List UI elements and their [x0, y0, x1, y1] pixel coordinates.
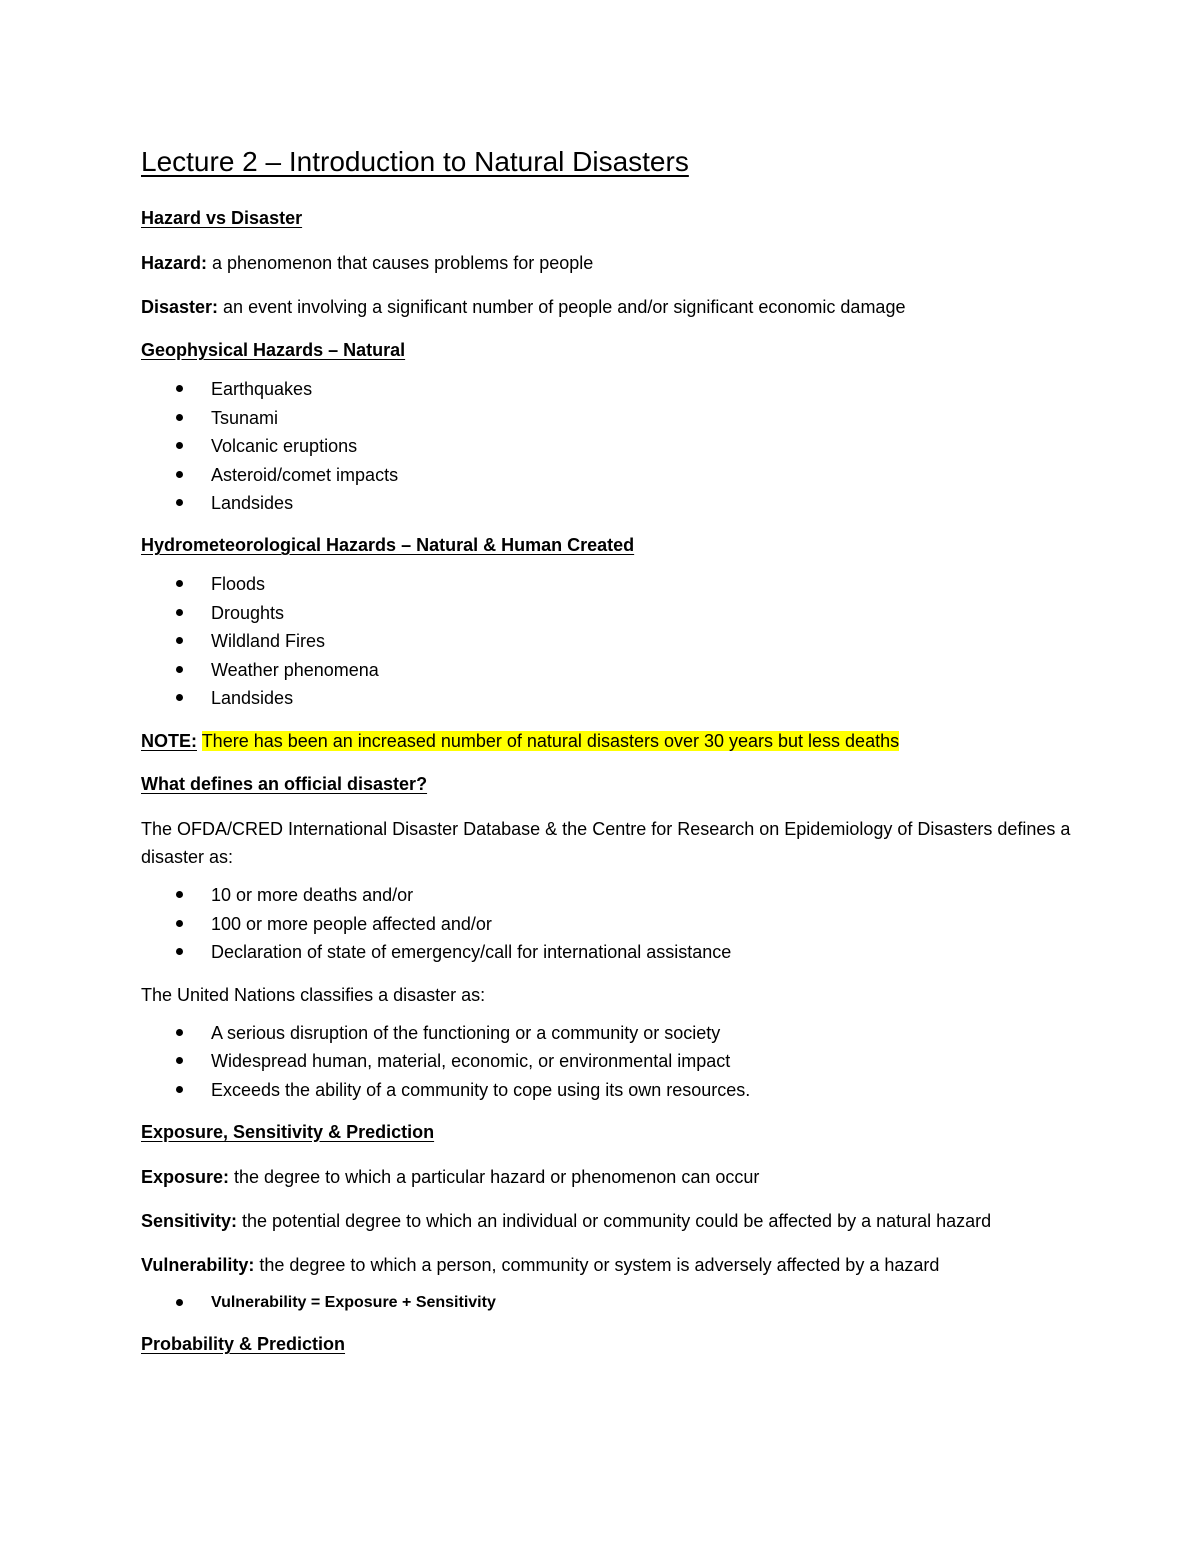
heading-probability: Probability & Prediction	[141, 1334, 346, 1355]
list-item: Widespread human, material, economic, or environmental impact	[141, 1047, 1081, 1076]
un-criteria-list	[141, 1019, 1081, 1105]
geophysical-list	[141, 375, 1081, 518]
list-item: Exceeds the ability of a community to cope using its own resources.	[141, 1076, 1081, 1105]
heading-hydrometeorological: Hydrometeorological Hazards – Natural & Human Created	[141, 534, 635, 555]
list-item: Tsunami	[141, 404, 1081, 433]
hazard-def: a phenomenon that causes problems for people	[207, 253, 594, 273]
list-item: 10 or more deaths and/or	[141, 881, 1081, 910]
exposure-term: Exposure:	[141, 1166, 230, 1187]
heading-official-disaster: What defines an official disaster?	[141, 773, 428, 794]
ofda-criteria-list	[141, 881, 1081, 967]
exposure-def: the degree to which a particular hazard or phenomenon can occur	[229, 1166, 760, 1187]
disaster-term: Disaster:	[141, 297, 219, 317]
list-item: Wildland Fires	[141, 627, 1081, 656]
list-item: Landsides	[141, 684, 1081, 713]
vulnerability-formula-list	[141, 1289, 1081, 1318]
sensitivity-term: Sensitivity:	[141, 1210, 238, 1231]
list-item: Floods	[141, 570, 1081, 599]
un-intro: The United Nations classifies a disaster as:	[141, 984, 486, 1005]
ofda-intro: The OFDA/CRED International Disaster Database & the Centre for Research on Epidemiology of Disasters defines a disaster as:	[141, 818, 1071, 867]
hazard-definition	[141, 249, 1081, 277]
note-paragraph	[141, 727, 1081, 755]
vulnerability-def: the degree to which a person, community or system is adversely affected by a hazard	[254, 1254, 940, 1275]
sensitivity-def: the potential degree to which an individual or community could be affected by a natural hazard	[237, 1210, 992, 1231]
list-item: Asteroid/comet impacts	[141, 461, 1081, 490]
hazard-term: Hazard:	[141, 253, 208, 273]
hydrometeorological-list	[141, 570, 1081, 713]
exposure-definition	[141, 1163, 1081, 1191]
list-item: Weather phenomena	[141, 656, 1081, 685]
vulnerability-term: Vulnerability:	[141, 1254, 255, 1275]
note-label: NOTE:	[141, 730, 197, 751]
heading-exposure: Exposure, Sensitivity & Prediction	[141, 1121, 435, 1142]
disaster-definition	[141, 293, 1081, 321]
heading-hazard-vs-disaster: Hazard vs Disaster	[141, 208, 303, 228]
disaster-def: an event involving a significant number of people and/or significant economic damage	[218, 297, 906, 317]
heading-geophysical: Geophysical Hazards – Natural	[141, 340, 406, 360]
document-page	[141, 142, 1081, 1375]
sensitivity-definition	[141, 1207, 1081, 1235]
note-highlight-text: There has been an increased number of natural disasters over 30 years but less deaths	[201, 730, 900, 751]
list-item: Vulnerability = Exposure + Sensitivity	[141, 1289, 1081, 1318]
list-item: Declaration of state of emergency/call for international assistance	[141, 938, 1081, 967]
list-item: A serious disruption of the functioning or a community or society	[141, 1019, 1081, 1048]
list-item: 100 or more people affected and/or	[141, 910, 1081, 939]
list-item: Landsides	[141, 489, 1081, 518]
list-item: Earthquakes	[141, 375, 1081, 404]
list-item: Droughts	[141, 599, 1081, 628]
vulnerability-definition	[141, 1251, 1081, 1279]
list-item: Volcanic eruptions	[141, 432, 1081, 461]
document-title: Lecture 2 – Introduction to Natural Disasters	[141, 146, 689, 177]
